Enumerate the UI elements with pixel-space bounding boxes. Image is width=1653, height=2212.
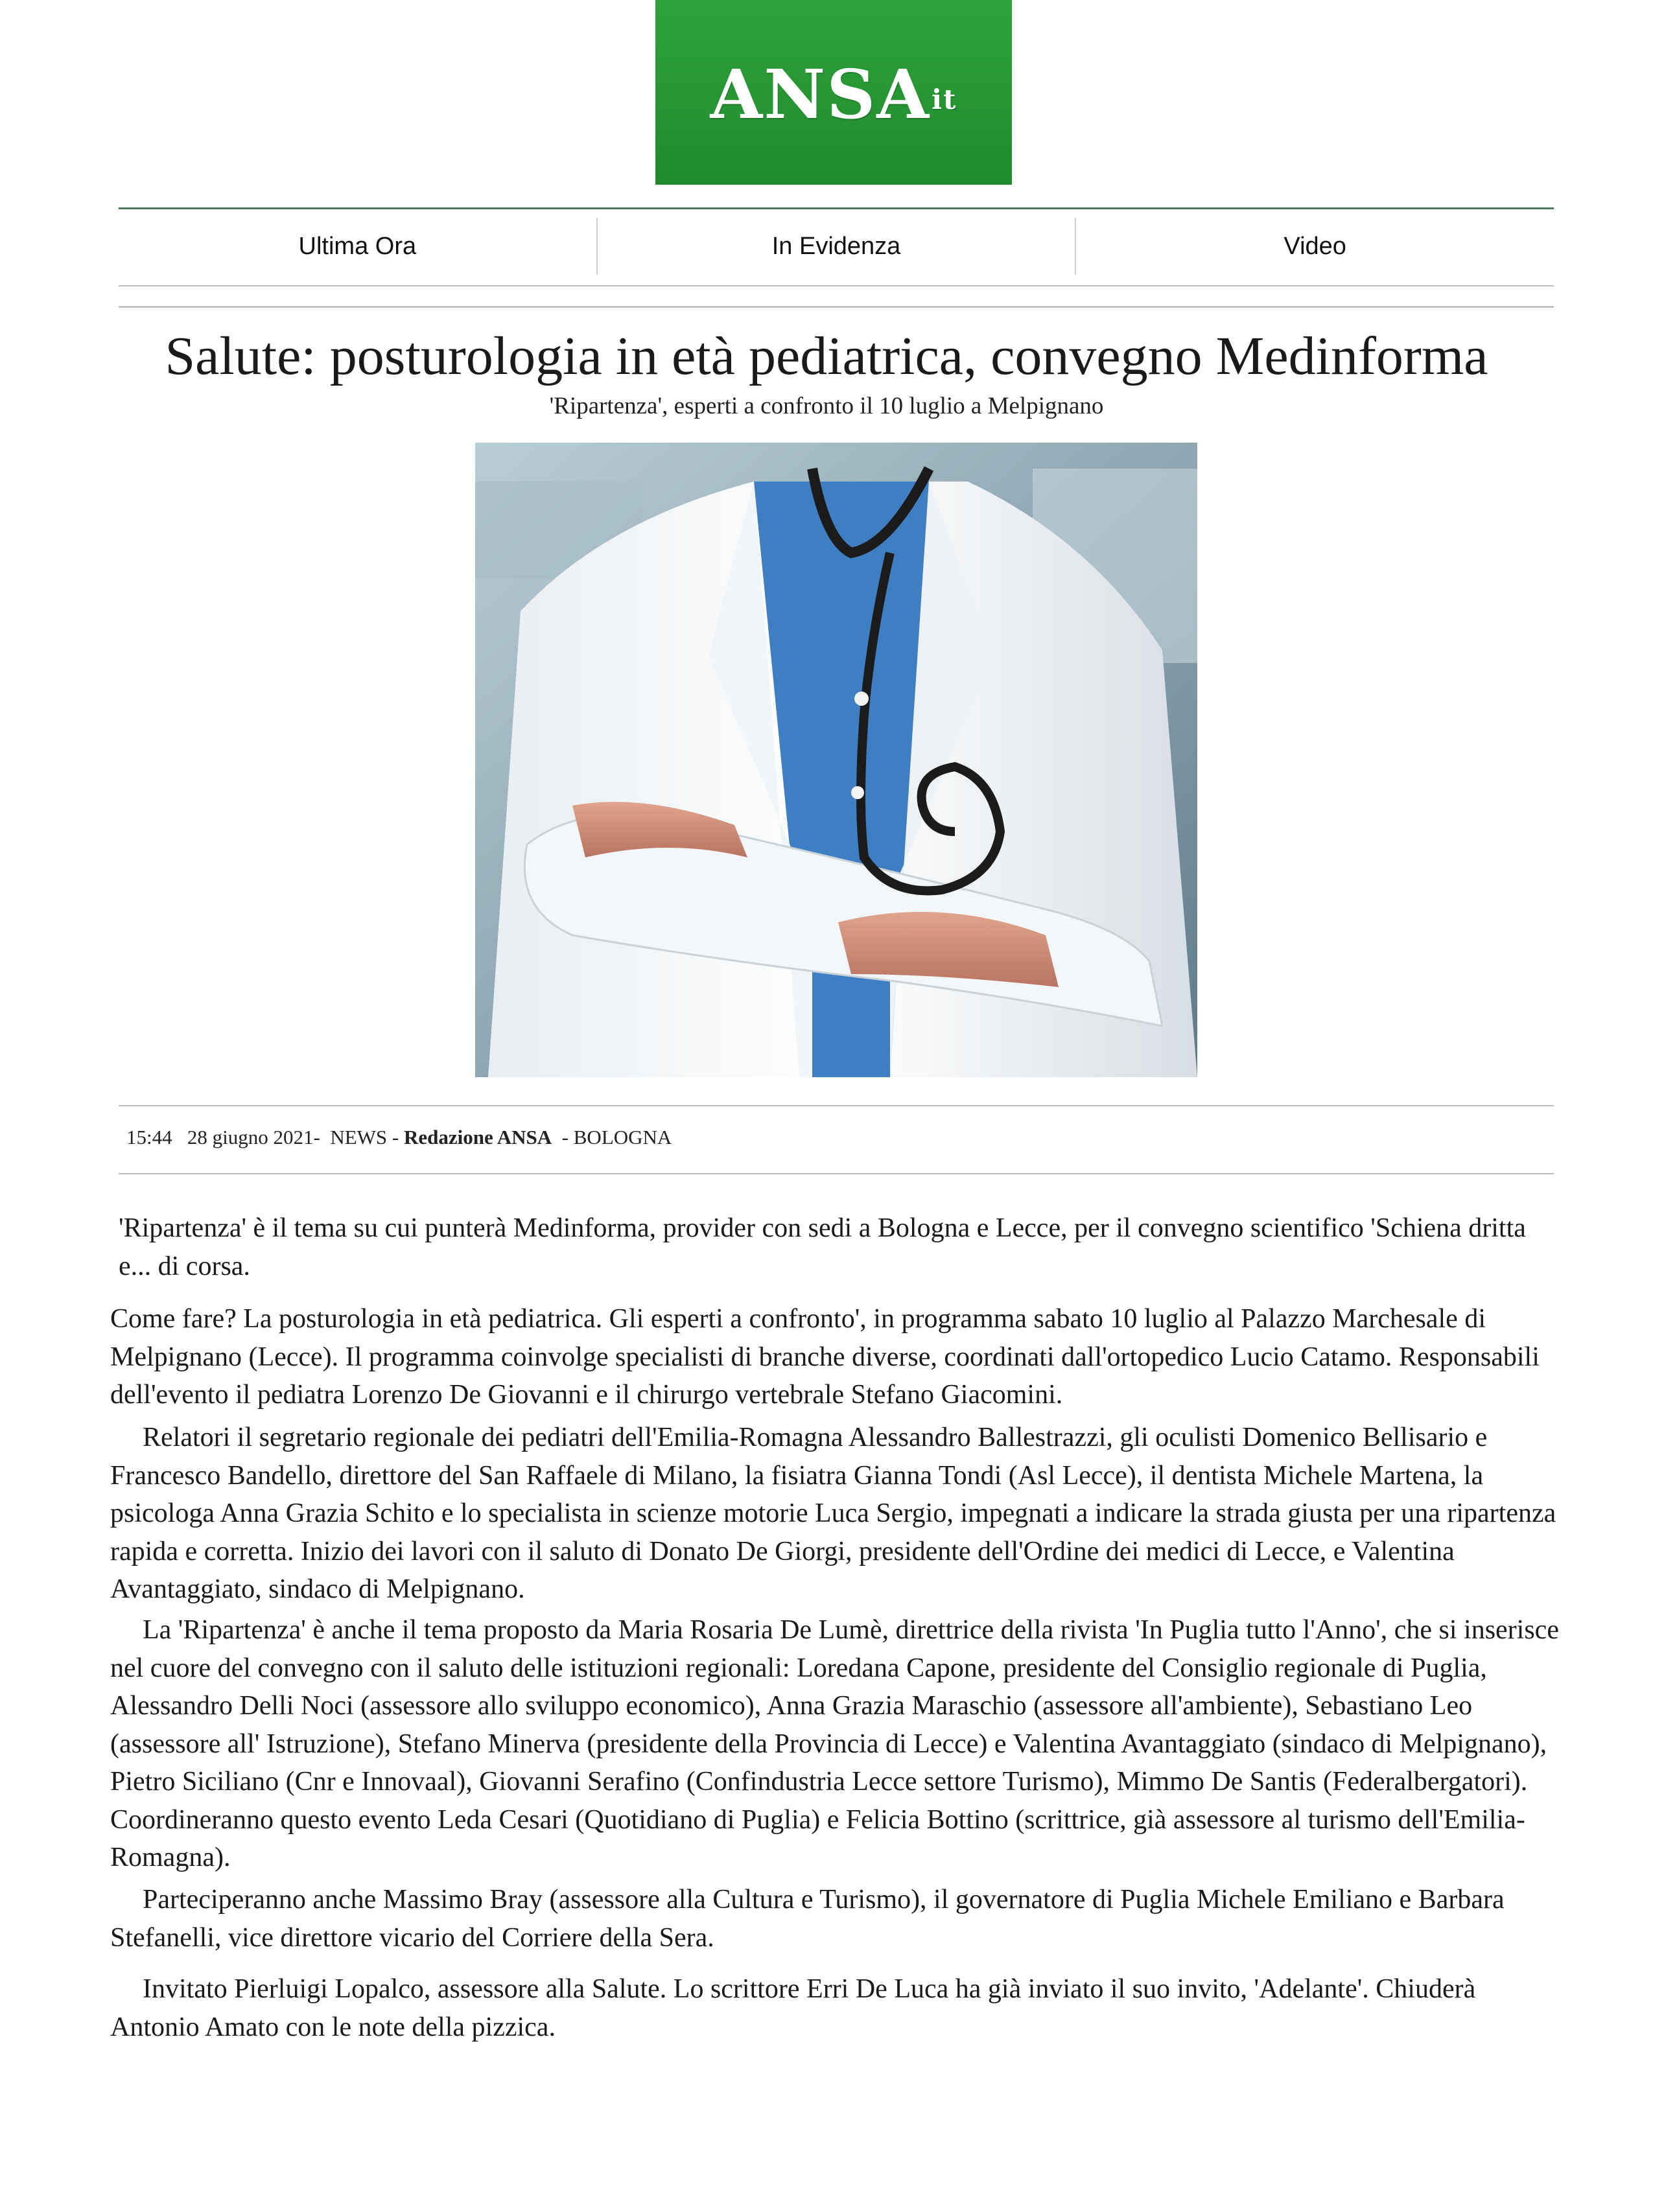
meta-time: 15:44 — [126, 1126, 172, 1148]
title-top-divider — [119, 306, 1554, 308]
article-title: Salute: posturologia in età pediatrica, convegno Medinforma — [165, 326, 1488, 386]
article-meta: 15:44 28 giugno 2021- NEWS - Redazione ANSA - BOLOGNA — [126, 1126, 672, 1148]
article-paragraph: Parteciperanno anche Massimo Bray (assessore alla Cultura e Turismo), il governatore di Puglia Michele Emiliano e Barbara Stefanelli, vice direttore vicario del Corriere della Sera. — [110, 1885, 1505, 1953]
article-paragraph: Relatori il segretario regionale dei pediatri dell'Emilia-Romagna Alessandro Ballestrazzi, gli oculisti Domenico Bellisario e Francesco Bandello, direttore del San Raffaele di Milano, la fisiatra Gianna Tondi (Asl Lecce), il dentista Michele Martena, la psicologa Anna Grazia Schito e lo specialista in scienze motorie Luca Sergio, impegnati a indicare la strada giusta per una ripartenza rapida e corretta. Inizio dei lavori con il saluto di Donato De Giorgi, presidente dell'Ordine dei medici di Lecce, e Valentina Avantaggiato, sindaco di Melpignano. — [110, 1423, 1556, 1604]
ansa-logo[interactable] — [655, 0, 1012, 185]
article-subtitle: 'Ripartenza', esperti a confronto il 10 luglio a Melpignano — [549, 393, 1104, 419]
logo-wordmark: ANSAit — [710, 54, 957, 134]
nav-item-ultima-ora[interactable]: Ultima Ora — [119, 218, 598, 275]
meta-location: BOLOGNA — [573, 1126, 672, 1148]
article-paragraph: Invitato Pierluigi Lopalco, assessore alla Salute. Lo scrittore Erri De Luca ha già inviato il suo invito, 'Adelante'. Chiuderà Antonio Amato con le note della pizzica. — [110, 1974, 1476, 2042]
article-paragraph: La 'Ripartenza' è anche il tema proposto da Maria Rosaria De Lumè, direttrice della rivista 'In Puglia tutto l'Anno', che si inserisce nel cuore del convegno con il saluto delle istituzioni regionali: Loredana Capone, presidente del Consiglio regionale di Puglia, Alessandro Delli Noci (assessore allo sviluppo economico), Anna Grazia Maraschio (assessore all'ambiente), Sebastiano Leo (assessore all' Istruzione), Stefano Minerva (presidente della Provincia di Lecce) e Valentina Avantaggiato (sindaco di Melpignano), Pietro Siciliano (Cnr e Innovaal), Giovanni Serafino (Confindustria Lecce settore Turismo), Mimmo De Santis (Federalbergatori). Coordineranno questo evento Leda Cesari (Quotidiano di Puglia) e Felicia Bottino (scrittrice, già assessore al turismo dell'Emilia-Romagna). — [110, 1615, 1559, 1872]
article-lead: 'Ripartenza' è il tema su cui punterà Medinforma, provider con sedi a Bologna e Lecce, per il convegno scientifico 'Schiena dritta e... di corsa. — [119, 1213, 1526, 1281]
nav-top-divider — [119, 207, 1554, 209]
nav-item-in-evidenza[interactable]: In Evidenza — [598, 218, 1077, 275]
meta-bottom-divider — [119, 1173, 1554, 1174]
meta-section[interactable]: NEWS — [330, 1126, 388, 1148]
meta-author: Redazione ANSA — [403, 1126, 552, 1148]
nav-bottom-divider — [119, 285, 1554, 286]
article-paragraph: Come fare? La posturologia in età pediatrica. Gli esperti a confronto', in programma sabato 10 luglio al Palazzo Marchesale di Melpignano (Lecce). Il programma coinvolge specialisti di branche diverse, coordinati dall'ortopedico Lucio Catamo. Responsabili dell'evento il pediatra Lorenzo De Giovanni e il chirurgo vertebrale Stefano Giacomini. — [110, 1304, 1540, 1410]
meta-date: 28 giugno 2021- — [187, 1126, 320, 1148]
meta-top-divider — [119, 1105, 1554, 1106]
main-nav — [119, 218, 1554, 275]
article-photo — [475, 443, 1197, 1077]
nav-item-video[interactable]: Video — [1284, 232, 1346, 260]
